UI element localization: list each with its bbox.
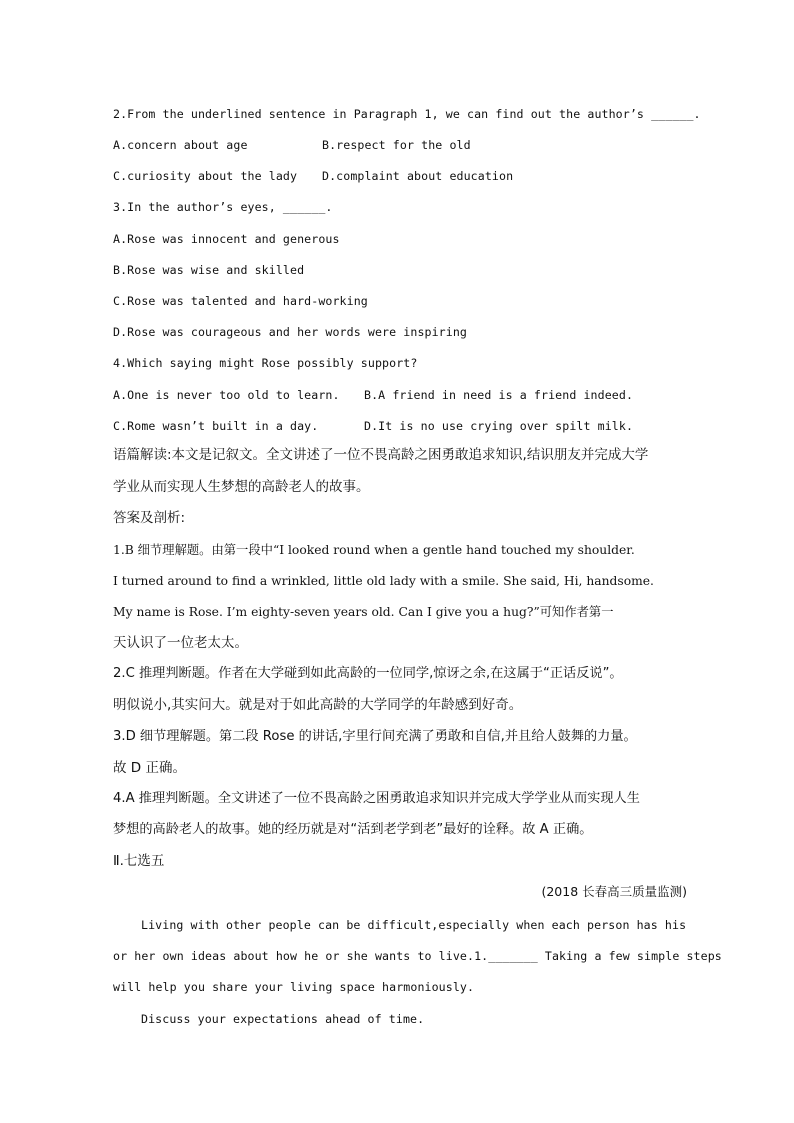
q3-stem: 3.In the author’s eyes, ______.	[113, 200, 333, 214]
q2-option-a: A.concern about age	[113, 138, 248, 152]
q3-option-d: D.Rose was courageous and her words were inspiring	[113, 325, 468, 339]
q2-option-c: C.curiosity about the lady	[113, 169, 298, 183]
q4-stem: 4.Which saying might Rose possibly support?	[113, 356, 418, 370]
answer-3-line-1: 3.D 细节理解题。第二段 Rose 的讲话,字里行间充满了勇敢和自信,并且给人鼓舞的力量。	[113, 729, 637, 744]
q3-option-a: A.Rose was innocent and generous	[113, 232, 340, 246]
section-2-title: Ⅱ.七选五	[113, 853, 165, 869]
answer-1-line-1: 1.B 细节理解题。由第一段中“I looked round when a gentle hand touched my shoulder.	[113, 543, 635, 557]
passage-p1-line-1: Living with other people can be difficult,especially when each person has his	[141, 918, 687, 932]
answers-heading: 答案及剖析:	[113, 510, 186, 526]
passage-p1-line-3: will help you share your living space harmoniously.	[113, 980, 475, 994]
answer-2-line-2: 明似说小,其实问大。就是对于如此高龄的大学同学的年龄感到好奇。	[113, 697, 523, 713]
passage-p2: Discuss your expectations ahead of time.	[141, 1012, 425, 1026]
answer-1-line-2: I turned around to find a wrinkled, little old lady with a smile. She said, Hi, handsome.	[113, 574, 654, 588]
answer-1-line-3: My name is Rose. I’m eighty-seven years old. Can I give you a hug?”可知作者第一	[113, 605, 614, 619]
answer-2-line-1: 2.C 推理判断题。作者在大学碰到如此高龄的一位同学,惊讶之余,在这属于“正话反说”。	[113, 666, 623, 681]
section-2-source: (2018 长春高三质量监测)	[541, 884, 687, 899]
answer-4-line-2: 梦想的高龄老人的故事。她的经历就是对“活到老学到老”最好的诠释。故 A 正确。	[113, 822, 593, 837]
q3-option-c: C.Rose was talented and hard-working	[113, 294, 368, 308]
passage-p1-line-2: or her own ideas about how he or she wants to live.1._______ Taking a few simple steps	[113, 949, 722, 963]
q2-option-b: B.respect for the old	[322, 138, 471, 152]
q4-option-c: C.Rome wasn’t built in a day.	[113, 419, 319, 433]
answer-3-line-2: 故 D 正确。	[113, 760, 186, 776]
analysis-line-2: 学业从而实现人生梦想的高龄老人的故事。	[113, 479, 370, 495]
q2-stem: 2.From the underlined sentence in Paragraph 1, we can find out the author’s ______.	[113, 107, 701, 121]
q3-option-b: B.Rose was wise and skilled	[113, 263, 305, 277]
analysis-line-1: 语篇解读:本文是记叙文。全文讲述了一位不畏高龄之困勇敢追求知识,结识朋友并完成大学	[113, 447, 649, 463]
answer-4-line-1: 4.A 推理判断题。全文讲述了一位不畏高龄之困勇敢追求知识并完成大学学业从而实现人生	[113, 791, 640, 806]
q4-option-a: A.One is never too old to learn.	[113, 388, 340, 402]
q4-option-d: D.It is no use crying over spilt milk.	[364, 419, 634, 433]
q2-option-d: D.complaint about education	[322, 169, 514, 183]
answer-1-line-4: 天认识了一位老太太。	[113, 635, 248, 651]
q4-option-b: B.A friend in need is a friend indeed.	[364, 388, 634, 402]
